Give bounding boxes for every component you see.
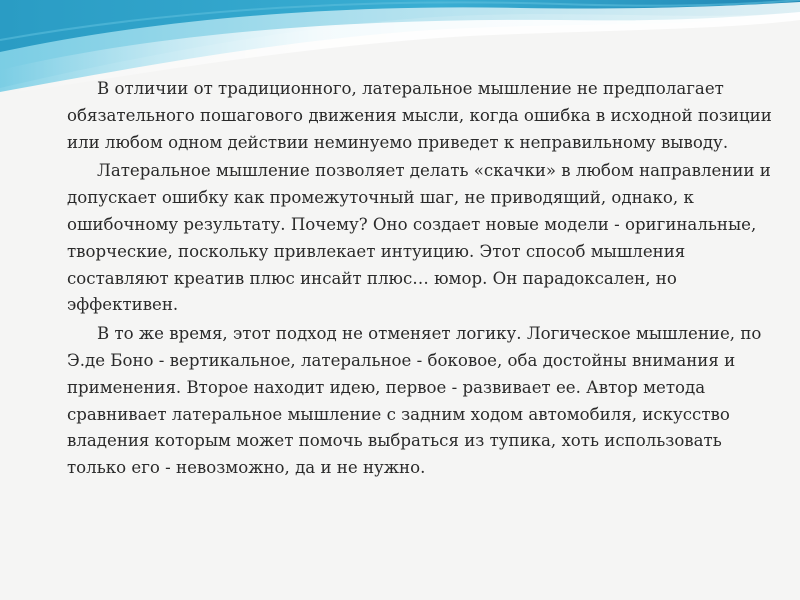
paragraph-1: В отличии от традиционного, латеральное мышление не предполагает обязательного пошагового движения мысли, когда ошибка в исходной позиции или любом одном действии неминуемо приведет к неправильному выводу.: [67, 79, 772, 152]
paragraph-3: В то же время, этот подход не отменяет логику. Логическое мышление, по Э.де Боно - вертикальное, латеральное - боковое, оба достойны внимания и применения. Второе находит идею, первое - развивает ее. Автор метода сравнивает латеральное мышление с задним ходом автомобиля, искусство владения которым может помочь выбраться из тупика, хоть использовать только его - невозможно, да и не нужно.: [67, 324, 762, 478]
body-text: [67, 76, 777, 484]
paragraph-2: Латеральное мышление позволяет делать «скачки» в любом направлении и допускает ошибку как промежуточный шаг, не приводящий, однако, к ошибочному результату. Почему? Оно создает новые модели - оригинальные, творческие, поскольку привлекает интуицию. Этот способ мышления составляют креатив плюс инсайт плюс… юмор. Он парадоксален, но эффективен.: [67, 161, 771, 315]
